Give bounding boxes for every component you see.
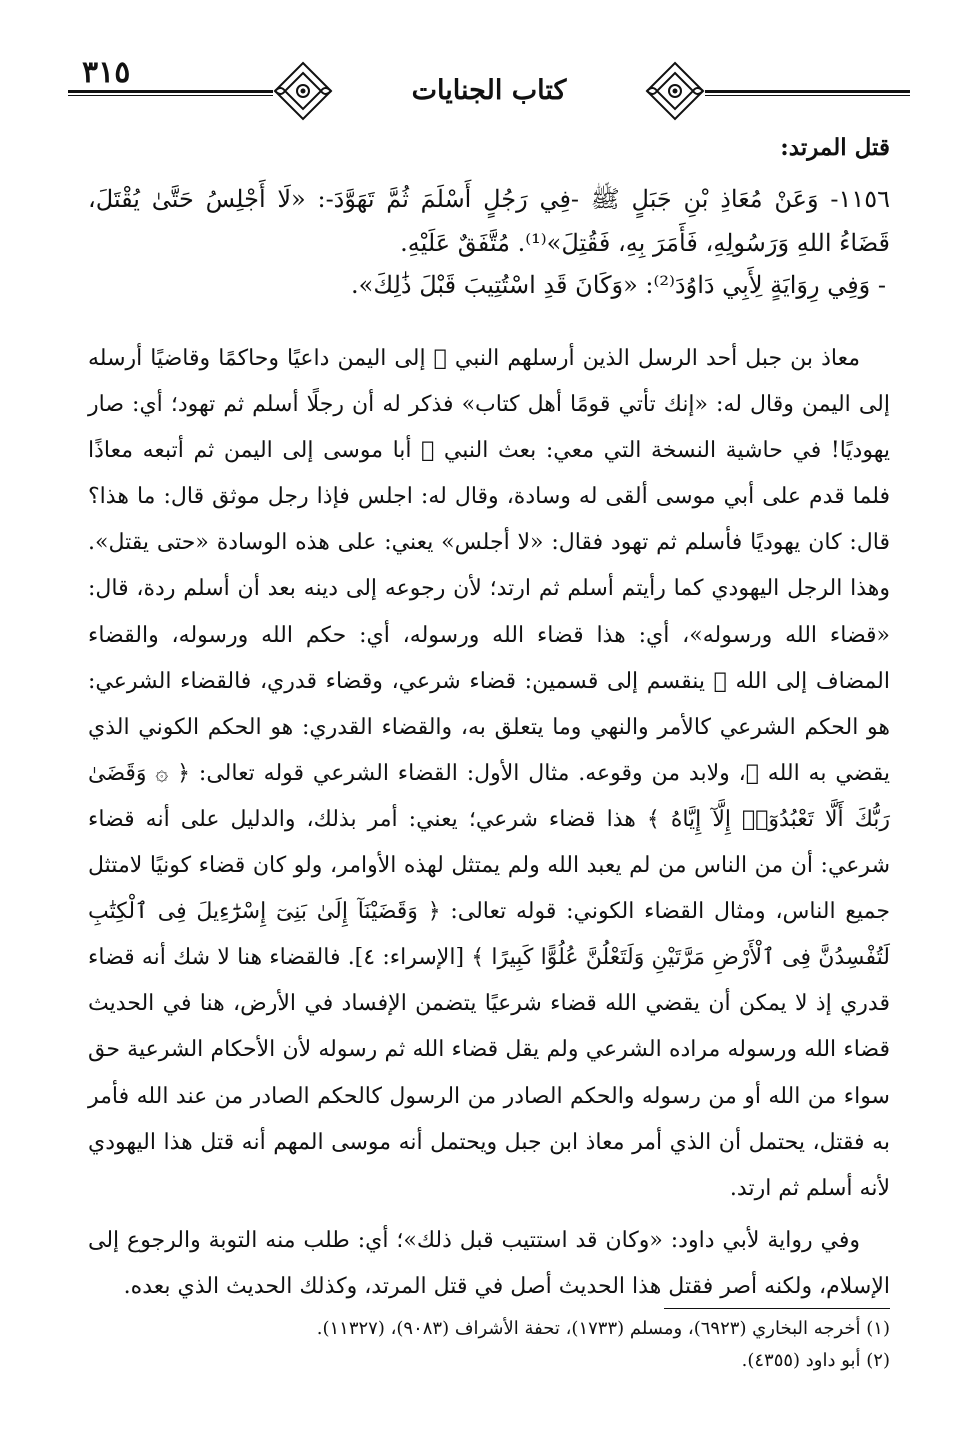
hadith-text: ١١٥٦- وَعَنْ مُعَاذِ بْنِ جَبَلٍ ﷺ -فِي رَجُلٍ أَسْلَمَ ثُمَّ تَهَوَّدَ-: «لَا أَجْلِسُ حَتَّىٰ يُقْتَلَ، قَضَاءُ اللهِ وَرَسُولِهِ، فَأَمَرَ بِهِ، فَقُتِلَ»⁽¹⁾. مُتَّفَقٌ عَلَيْهِ. <box>88 185 890 257</box>
header-rule-left <box>68 90 273 93</box>
book-title: كتاب الجنايات <box>411 75 567 106</box>
header-rule-left-thin <box>68 95 273 96</box>
ornament-right-icon <box>643 59 707 123</box>
footnote-1: (١) أخرجه البخاري (٦٩٢٣)، ومسلم (١٧٣٣)، تحفة الأشراف (٩٠٨٣)، (١١٣٢٧). <box>316 1318 890 1339</box>
ornament-left-icon <box>271 59 335 123</box>
footnote-divider <box>664 1308 890 1309</box>
footnote-2: (٢) أبو داود (٤٣٥٥). <box>741 1350 890 1371</box>
commentary-paragraph-1: معاذ بن جبل أحد الرسل الذين أرسلهم النبي ﷺ إلى اليمن داعيًا وحاكمًا وقاضيًا أرسله إلى اليمن وقال له: «إنك تأتي قومًا أهل كتاب» فذكر له أن رجلًا أسلم ثم تهود؛ أي: صار يهوديًا! في حاشية النسخة التي معي: بعث النبي ﷺ أبا موسى إلى اليمن ثم أتبعه معاذًا فلما قدم على أبي موسى ألقى له وسادة، وقال له: اجلس فإذا رجل موثق قال: ما هذا؟ قال: كان يهوديًا فأسلم ثم تهود فقال: «لا أجلس» يعني: على هذه الوسادة «حتى يقتل». وهذا الرجل اليهودي كما رأيتم أسلم ثم ارتد؛ لأن رجوعه إلى دينه بعد أن أسلم ردة، قال: «قضاء الله ورسوله»، أي: هذا قضاء الله ورسوله، أي: حكم الله ورسوله، والقضاء المضاف إلى الله ﷻ ينقسم إلى قسمين: قضاء شرعي، وقضاء قدري، فالقضاء الشرعي: هو الحكم الشرعي كالأمر والنهي وما يتعلق به، والقضاء القدري: هو الحكم الكوني الذي يقضي به الله ﷻ، ولابد من وقوعه. مثال الأول: القضاء الشرعي قوله تعالى: ﴿ ۞ وَقَضَىٰ رَبُّكَ أَلَّا تَعْبُدُوٓا۟ إِلَّآ إِيَّاهُ ﴾ هذا قضاء شرعي؛ يعني: أمر بذلك، والدليل على أنه قضاء شرعي: أن من الناس من لم يعبد الله ولم يمتثل لهذه الأوامر، ولو كان قضاء كونيًا لامتثل جميع الناس، ومثال القضاء الكوني: قوله تعالى: ﴿ وَقَضَيْنَآ إِلَىٰ بَنِىٓ إِسْرَٰٓءِيلَ فِى ٱلْكِتَٰبِ لَتُفْسِدُنَّ فِى ٱلْأَرْضِ مَرَّتَيْنِ وَلَتَعْلُنَّ عُلُوًّا كَبِيرًا ﴾ [الإسراء: ٤]. فالقضاء هنا لا شك أنه قضاء قدري إذ لا يمكن أن يقضي الله قضاء شرعيًا يتضمن الإفساد في الأرض، هنا في الحديث قضاء الله ورسوله مراده الشرعي ولم يقل قضاء الله ثم رسوله لأن الأحكام الشرعية حق سواء من الله أو من رسوله والحكم الصادر من الرسول كالحكم الصادر من عند الله فأمر به فقتل، يحتمل أن الذي أمر معاذ ابن جبل ويحتمل أنه موسى المهم أنه قتل هذا اليهودي لأنه أسلم ثم ارتد. <box>88 346 890 1201</box>
header-rule-right-thin <box>705 95 910 96</box>
section-title: قتل المرتد: <box>780 134 890 161</box>
hadith-block <box>88 177 890 307</box>
commentary <box>88 336 890 1310</box>
page-header <box>68 55 910 125</box>
hadith-variant: - وَفِي رِوَايَةٍ لِأَبِي دَاوُدَ⁽²⁾: «وَكَانَ قَدِ اسْتُتِيبَ قَبْلَ ذَٰلِكَ». <box>351 271 886 299</box>
header-rule-right <box>705 90 910 93</box>
page-number: ٣١٥ <box>82 55 131 90</box>
commentary-paragraph-2: وفي رواية لأبي داود: «وكان قد استتيب قبل ذلك»؛ أي: طلب منه التوبة والرجوع إلى الإسلام، ولكنه أصر فقتل هذا الحديث أصل في قتل المرتد، وكذلك الحديث الذي بعده. <box>88 1227 890 1299</box>
